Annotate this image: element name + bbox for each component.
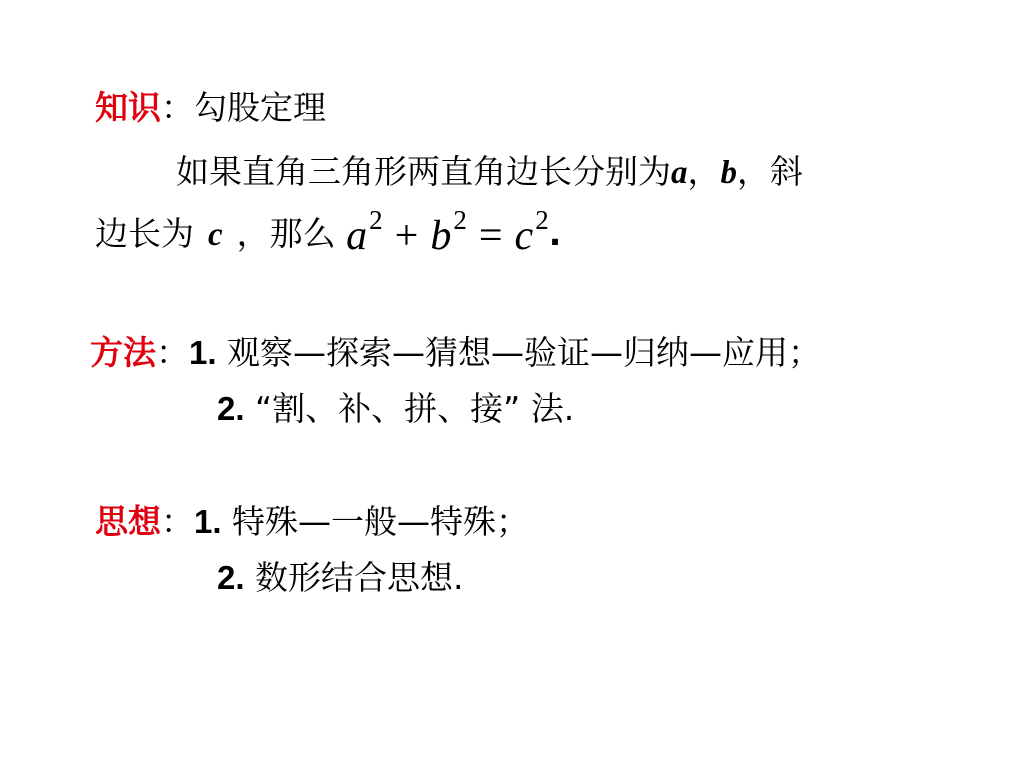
- method-item2-text: “割、补、拼、接” 法.: [255, 389, 575, 428]
- comma-1: ，: [687, 152, 721, 191]
- var-c: c: [208, 217, 223, 253]
- method-line-1: [90, 333, 821, 373]
- formula-exp-1: 2: [369, 205, 383, 235]
- knowledge-heading: [95, 88, 326, 128]
- knowledge-colon: ：: [161, 88, 194, 127]
- thought-line-2: [217, 558, 464, 598]
- formula-equals: =: [478, 213, 503, 259]
- formula-period: .: [548, 214, 562, 253]
- method-colon: ：: [156, 333, 189, 372]
- formula-plus: +: [394, 213, 419, 259]
- knowledge-label: 知识: [95, 88, 161, 127]
- thought-item2-number: 2.: [217, 559, 245, 596]
- theorem-text-2: 边长为: [95, 214, 194, 253]
- thought-label: 思想: [95, 502, 161, 541]
- var-a: a: [671, 155, 688, 191]
- thought-item2-text: 数形结合思想.: [255, 558, 464, 597]
- thought-item1-number: 1.: [194, 503, 222, 540]
- method-item1-text: 观察—探索—猜想—验证—归纳—应用；: [227, 333, 822, 372]
- theorem-line-2: [95, 205, 562, 259]
- pythagorean-formula: [346, 205, 549, 259]
- thought-line-1: [95, 502, 529, 542]
- formula-c: c: [514, 213, 534, 259]
- formula-a: a: [346, 213, 368, 259]
- formula-exp-2: 2: [453, 205, 467, 235]
- knowledge-topic: 勾股定理: [194, 88, 326, 127]
- theorem-line-1: [176, 152, 803, 193]
- formula-exp-3: 2: [535, 205, 549, 235]
- var-b: b: [720, 155, 737, 191]
- method-item1-number: 1.: [189, 334, 217, 371]
- method-item2-number: 2.: [217, 390, 245, 427]
- theorem-text-1-end: ，斜: [737, 152, 803, 191]
- method-label: 方法: [90, 333, 156, 372]
- thought-colon: ：: [161, 502, 194, 541]
- method-line-2: [217, 389, 574, 429]
- theorem-text-1: 如果直角三角形两直角边长分别为: [176, 152, 671, 191]
- thought-item1-text: 特殊—一般—特殊；: [232, 502, 530, 541]
- theorem-text-2-mid: ，那么: [236, 214, 336, 253]
- formula-b: b: [430, 213, 452, 259]
